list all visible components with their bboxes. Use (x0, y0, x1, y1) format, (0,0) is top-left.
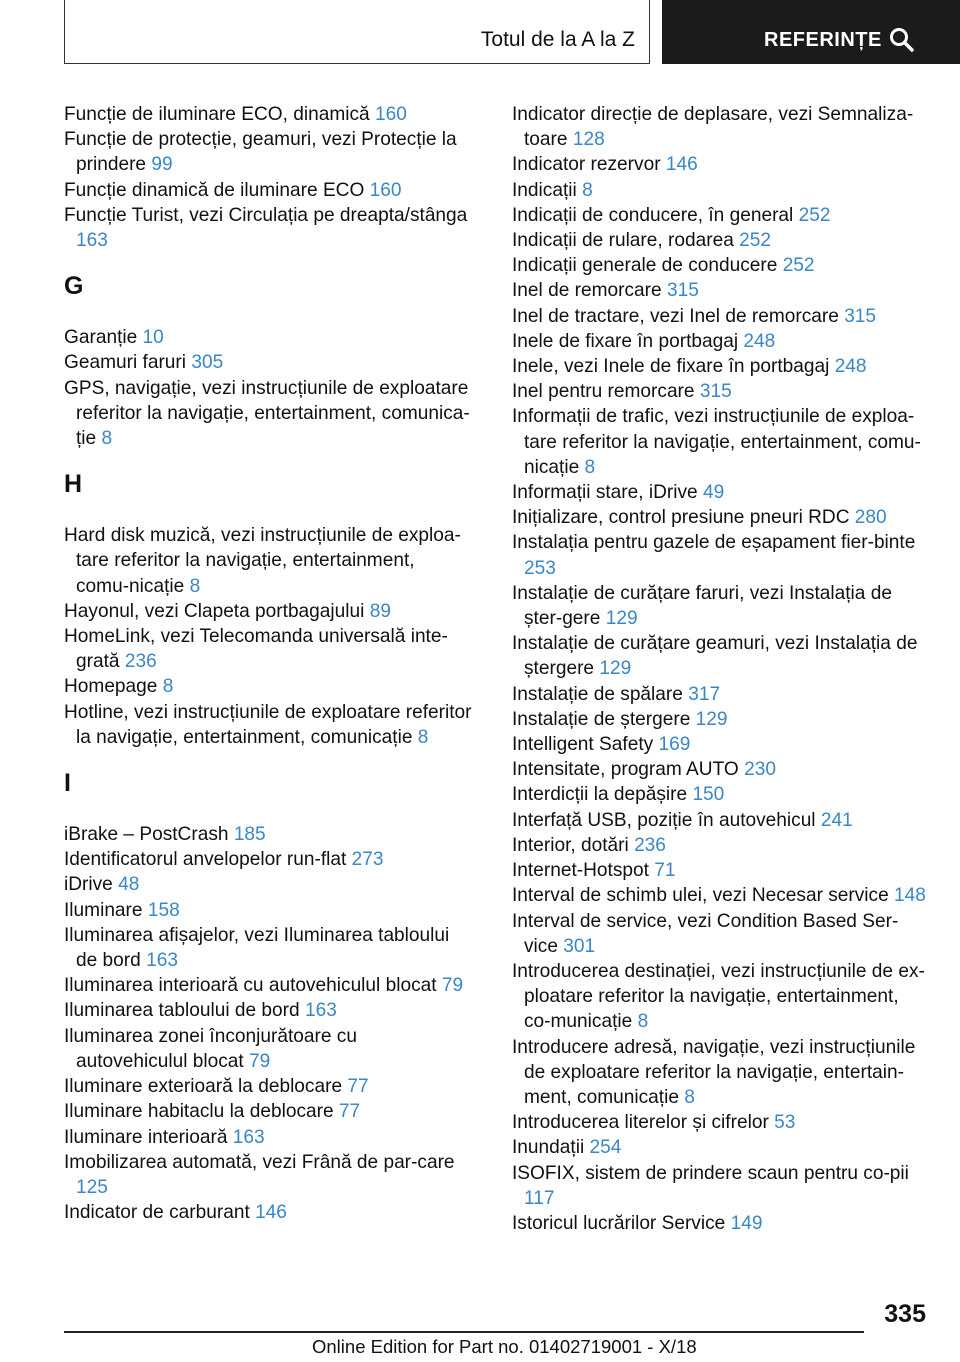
index-entry (512, 480, 928, 505)
index-entry-text: Hard disk muzică, vezi instrucțiunile de exploa‐tare referitor la navigație, entertainment, comu‐nicație (64, 525, 461, 597)
index-entry-text: Inel de remorcare (512, 280, 662, 302)
index-entry (64, 376, 472, 452)
index-entry-text: Hayonul, vezi Clapeta portbagajului (64, 600, 365, 622)
index-entry (64, 998, 472, 1023)
page-reference-link[interactable]: 305 (191, 352, 224, 374)
page-reference-link[interactable]: 252 (739, 230, 771, 252)
index-entry (64, 973, 472, 998)
index-entry-text: Indicații de rulare, rodarea (512, 230, 734, 252)
index-entry (64, 1150, 472, 1200)
index-letter-heading: H (64, 470, 83, 499)
index-entry (512, 883, 928, 908)
references-tab-label: REFERINȚE (764, 29, 882, 51)
index-entry-text: Funcție de iluminare ECO, dinamică (64, 104, 370, 125)
index-entry-text: Inel pentru remorcare (512, 381, 695, 403)
index-letter-heading: I (64, 769, 71, 798)
index-entry (64, 1074, 472, 1099)
index-entry-text: Indicații (512, 179, 577, 201)
index-entry (512, 102, 928, 152)
page-reference-link[interactable]: 163 (76, 230, 108, 252)
index-entry (512, 304, 928, 329)
index-entry (64, 1099, 472, 1124)
references-tab[interactable] (662, 0, 960, 64)
index-entry-text: Identificatorul anvelopelor run-flat (64, 849, 347, 871)
page-reference-link[interactable]: 8 (417, 726, 429, 748)
page-reference-link[interactable]: 79 (249, 1050, 271, 1072)
index-entry-text: Hotline, vezi instrucțiunile de exploatare referitor la navigație, entertainment, comunicație (64, 701, 472, 748)
index-entry (512, 732, 928, 757)
index-entry (512, 404, 928, 480)
index-entry-text: Geamuri faruri (64, 352, 187, 374)
page-reference-link[interactable]: 49 (703, 482, 725, 504)
page-reference-link[interactable]: 248 (743, 330, 776, 352)
index-entry-text: Homepage (64, 676, 158, 698)
index-entry-text: HomeLink, vezi Telecomanda universală inte‐grată (64, 626, 448, 673)
index-entry-text: Iluminare habitaclu la deblocare (64, 1101, 334, 1123)
index-entry-text: Instalația pentru gazele de eșapament fier‐binte (512, 532, 916, 554)
page-reference-link[interactable]: 160 (374, 104, 407, 125)
index-entry-text: GPS, navigație, vezi instrucțiunile de exploatare referitor la navigație, entertainment, comunica‐ție (64, 377, 470, 450)
section-title: Totul de la A la Z (480, 28, 635, 51)
page-reference-link[interactable]: 253 (524, 557, 556, 579)
index-letter-heading: G (64, 272, 84, 301)
search-icon[interactable] (888, 26, 916, 54)
index-entry (64, 898, 472, 923)
index-entry-text: Informații stare, iDrive (512, 482, 698, 504)
index-entry-text: Iluminarea tabloului de bord (64, 1000, 300, 1022)
index-entry-text: Indicator direcție de deplasare, vezi Semnaliza‐toare (512, 104, 914, 151)
index-entry (64, 1125, 472, 1150)
page-reference-link[interactable]: 53 (774, 1112, 796, 1134)
index-entry-text: Indicator rezervor (512, 154, 661, 176)
index-entry-text: Interior, dotări (512, 834, 629, 856)
page-reference-link[interactable]: 149 (730, 1212, 763, 1234)
page-reference-link[interactable]: 241 (820, 809, 853, 831)
index-entry (512, 354, 928, 379)
index-entry (512, 1161, 928, 1211)
page-reference-link[interactable]: 117 (524, 1187, 555, 1209)
index-entry (64, 325, 472, 350)
index-entry-text: Interfață USB, poziție în autovehicul (512, 809, 816, 831)
index-entry-text: Inele, vezi Inele de fixare în portbagaj (512, 356, 830, 378)
index-entry (64, 624, 472, 674)
index-entry-text: Imobilizarea automată, vezi Frână de par‐care (64, 1151, 455, 1173)
page-reference-link[interactable]: 150 (692, 784, 725, 806)
page-reference-link[interactable]: 236 (634, 834, 666, 856)
index-entry-text: Iluminare interioară (64, 1126, 228, 1148)
page-reference-link[interactable]: 146 (665, 154, 698, 176)
page-reference-link[interactable]: 77 (347, 1076, 369, 1098)
index-entry-text: Intelligent Safety (512, 734, 654, 756)
page-reference-link[interactable]: 146 (255, 1202, 287, 1224)
page-reference-link[interactable]: 252 (782, 255, 815, 277)
page-reference-link[interactable]: 8 (162, 676, 174, 698)
index-entry-text: Istoricul lucrărilor Service (512, 1212, 726, 1234)
page-reference-link[interactable]: 77 (338, 1101, 361, 1123)
page-reference-link[interactable]: 280 (854, 507, 887, 529)
index-entry (64, 872, 472, 897)
index-entry (512, 858, 928, 883)
index-entry (64, 127, 472, 177)
page-reference-link[interactable]: 8 (637, 1011, 649, 1033)
index-entry (512, 631, 928, 681)
index-entry-text: Garanție (64, 327, 138, 349)
page-reference-link[interactable]: 148 (894, 885, 926, 907)
page-reference-link[interactable]: 89 (369, 600, 391, 622)
page-reference-link[interactable]: 129 (695, 708, 728, 730)
index-entry-text: Interval de schimb ulei, vezi Necesar service (512, 885, 889, 907)
index-entry (512, 152, 928, 177)
index-entry (512, 379, 928, 404)
index-entry-text: Inel de tractare, vezi Inel de remorcare (512, 305, 839, 327)
footer-divider (64, 1331, 864, 1333)
index-column-right (512, 102, 928, 1236)
index-entry (512, 530, 928, 580)
index-entry (64, 102, 472, 127)
page-reference-link[interactable]: 315 (666, 280, 699, 302)
index-entry-text: Internet-Hotspot (512, 860, 649, 882)
page-reference-link[interactable]: 252 (798, 204, 831, 226)
index-entry-text: iBrake – PostCrash (64, 824, 229, 846)
index-entry (512, 228, 928, 253)
index-entry-text: Funcție Turist, vezi Circulația pe dreapta/stânga (64, 204, 468, 226)
page-reference-link[interactable]: 163 (146, 950, 178, 972)
page-reference-link[interactable]: 10 (142, 327, 164, 349)
page-reference-link[interactable]: 48 (118, 874, 140, 896)
index-entry (64, 203, 472, 253)
page-reference-link[interactable]: 230 (744, 759, 776, 781)
index-entry-text: Iluminarea afișajelor, vezi Iluminarea tabloului de bord (64, 924, 450, 972)
index-entry (64, 923, 472, 973)
page-reference-link[interactable]: 160 (369, 179, 402, 201)
index-entry (512, 1110, 928, 1135)
index-entry (512, 782, 928, 807)
page-reference-link[interactable]: 163 (232, 1126, 265, 1148)
index-entry-text: Inele de fixare în portbagaj (512, 330, 739, 352)
index-entry (64, 847, 472, 872)
index-entry (64, 599, 472, 624)
index-entry-text: Indicator de carburant (64, 1202, 250, 1224)
index-entry (512, 682, 928, 707)
index-entry-text: Funcție de protecție, geamuri, vezi Protecție la prindere (64, 129, 457, 176)
index-entry (64, 178, 472, 203)
index-entry (64, 350, 472, 375)
index-entry (64, 1024, 472, 1074)
index-entry (512, 1035, 928, 1111)
index-entry (64, 674, 472, 699)
index-entry-text: Indicații generale de conducere (512, 255, 778, 277)
page-reference-link[interactable]: 129 (599, 658, 632, 680)
index-entry-text: Funcție dinamică de iluminare ECO (64, 179, 365, 201)
page-reference-link[interactable]: 169 (658, 734, 691, 756)
index-entry (512, 203, 928, 228)
index-entry (512, 808, 928, 833)
index-entry (64, 700, 472, 750)
page-reference-link[interactable]: 128 (572, 129, 605, 151)
header-section-box (64, 0, 650, 64)
index-entry (64, 1200, 472, 1225)
page-reference-link[interactable]: 71 (654, 860, 676, 882)
edition-footer-text: Online Edition for Part no. 01402719001 - X/18 (312, 1336, 697, 1357)
index-entry-text: Iluminarea zonei înconjurătoare cu autovehiculul blocat (64, 1025, 357, 1072)
index-entry (512, 707, 928, 732)
page-reference-link[interactable]: 236 (124, 651, 157, 673)
index-entry (512, 178, 928, 203)
page-reference-link[interactable]: 8 (584, 456, 596, 478)
index-entry (512, 959, 928, 1035)
page-reference-link[interactable]: 254 (589, 1137, 622, 1159)
index-entry (64, 822, 472, 847)
index-entry-text: Inundații (512, 1137, 585, 1159)
page-reference-link[interactable]: 273 (351, 849, 384, 871)
page-reference-link[interactable]: 158 (147, 899, 180, 921)
page-number: 335 (884, 1300, 926, 1328)
index-entry (512, 253, 928, 278)
index-entry-text: Instalație de ștergere (512, 708, 691, 730)
page-reference-link[interactable]: 125 (76, 1176, 108, 1198)
index-entry (512, 581, 928, 631)
page-reference-link[interactable]: 79 (441, 975, 464, 997)
index-entry-text: Interval de service, vezi Condition Based Ser‐vice (512, 910, 899, 957)
index-entry (512, 833, 928, 858)
index-entry (512, 909, 928, 959)
index-entry (512, 1211, 928, 1236)
page-reference-link[interactable]: 315 (699, 381, 732, 403)
page-reference-link[interactable]: 129 (605, 608, 638, 630)
page-reference-link[interactable]: 8 (684, 1086, 695, 1108)
index-entry-text: Instalație de curățare geamuri, vezi Instalația de ștergere (512, 633, 918, 680)
index-entry (512, 329, 928, 354)
index-entry-text: Iluminare exterioară la deblocare (64, 1076, 343, 1098)
page-reference-link[interactable]: 8 (582, 179, 593, 201)
index-entry (64, 523, 472, 599)
page-reference-link[interactable]: 8 (101, 428, 113, 450)
page-reference-link[interactable]: 301 (563, 935, 596, 957)
page-reference-link[interactable]: 248 (834, 356, 867, 378)
index-entry-text: Inițializare, control presiune pneuri RDC (512, 507, 850, 529)
index-entry-text: Introducerea literelor și cifrelor (512, 1112, 769, 1134)
index-entry-text: iDrive (64, 874, 113, 896)
page-reference-link[interactable]: 317 (688, 683, 721, 705)
index-entry-text: Instalație de curățare faruri, vezi Instalația de șter‐gere (512, 582, 892, 630)
page-reference-link[interactable]: 163 (304, 1000, 337, 1022)
index-entry (512, 757, 928, 782)
page-reference-link[interactable]: 8 (189, 575, 201, 597)
index-entry-text: Intensitate, program AUTO (512, 759, 739, 781)
index-entry-text: Introducere adresă, navigație, vezi instrucțiunile de exploatare referitor la navigație, entertain‐ment, comunicație (512, 1036, 916, 1108)
index-entry-text: Iluminarea interioară cu autovehiculul blocat (64, 975, 437, 997)
page-reference-link[interactable]: 185 (233, 824, 266, 846)
index-entry-text: Informații de trafic, vezi instrucțiunile de exploa‐tare referitor la navigație, entertainment, comu‐nicație (512, 406, 921, 478)
index-entry-text: Interdicții la depășire (512, 784, 688, 806)
index-entry-text: ISOFIX, sistem de prindere scaun pentru co‐pii (512, 1162, 909, 1184)
index-entry-text: Indicații de conducere, în general (512, 204, 794, 226)
index-entry (512, 505, 928, 530)
page-reference-link[interactable]: 315 (844, 305, 877, 327)
index-column-left (64, 102, 472, 1225)
index-entry (512, 1135, 928, 1160)
index-entry-text: Introducerea destinației, vezi instrucțiunile de ex‐ploatare referitor la navigație, entertainment, co‐municație (512, 960, 925, 1033)
index-entry (512, 278, 928, 303)
index-entry-text: Instalație de spălare (512, 683, 683, 705)
page-reference-link[interactable]: 99 (151, 154, 173, 176)
index-entry-text: Iluminare (64, 899, 143, 921)
